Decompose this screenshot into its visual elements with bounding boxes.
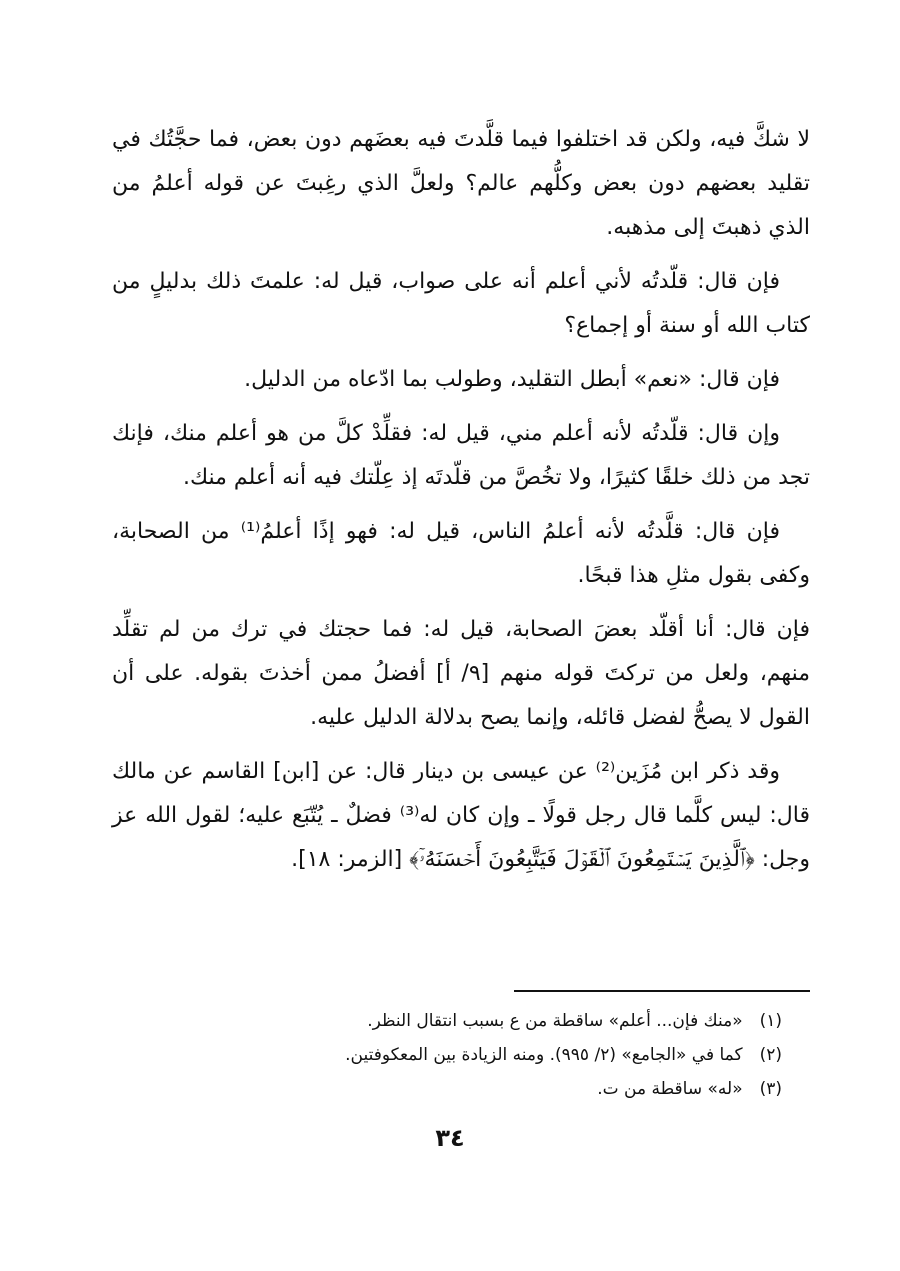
footnotes: [112, 1004, 782, 1106]
footnote-text: كما في «الجامع» (٢/ ٩٩٥). ومنه الزيادة بين المعكوفتين.: [345, 1045, 743, 1065]
main-text: [112, 118, 810, 892]
paragraph-6: فإن قال: أنا أقلّد بعضَ الصحابة، قيل له: فما حجتك في ترك من لم تقلِّد منهم، ولعل من تركتَ قوله منهم [٩/ أ] أفضلُ ممن أخذتَ بقوله. على أن القول لا يصحُّ لفضل قائله، وإنما يصح بدلالة الدليل عليه.: [112, 617, 810, 730]
footnote-number: (٣): [759, 1079, 782, 1099]
paragraph-2: فإن قال: قلّدتُه لأني أعلم أنه على صواب، قيل له: علمتَ ذلك بدليلٍ من كتاب الله أو سنة أو إجماع؟: [112, 269, 810, 338]
paragraph-3: فإن قال: «نعم» أبطل التقليد، وطولب بما ادّعاه من الدليل.: [244, 367, 780, 392]
paragraph-5: فإن قال: قلَّدتُه لأنه أعلمُ الناس، قيل له: فهو إذًا أعلمُ⁽¹⁾ من الصحابة، وكفى بقول مثلِ هذا قبحًا.: [112, 519, 810, 588]
footnote-number: (١): [759, 1011, 782, 1031]
footnote-2: [112, 1038, 782, 1072]
paragraph-1: لا شكَّ فيه، ولكن قد اختلفوا فيما قلَّدتَ فيه بعضَهم دون بعض، فما حجَّتُك في تقليد بعضهم دون بعض وكلُّهم عالم؟ ولعلَّ الذي رغِبتَ عن قوله أعلمُ من الذي ذهبتَ إلى مذهبه.: [112, 127, 810, 240]
footnote-divider: [514, 990, 810, 992]
paragraph-4: وإن قال: قلّدتُه لأنه أعلم مني، قيل له: فقلِّدْ كلَّ من هو أعلم منك، فإنك تجد من ذلك خلقًا كثيرًا، ولا تخُصَّ من قلّدتَه إذ عِلّتك فيه أنه أعلم منك.: [112, 421, 810, 490]
footnote-text: «له» ساقطة من ت.: [597, 1079, 743, 1099]
footnote-1: [112, 1004, 782, 1038]
footnote-3: [112, 1072, 782, 1106]
footnote-text: «منك فإن... أعلم» ساقطة من ع بسبب انتقال النظر.: [367, 1011, 743, 1031]
page-number: ٣٤: [435, 1124, 465, 1152]
footnote-number: (٢): [759, 1045, 782, 1065]
paragraph-7: وقد ذكر ابن مُزَين⁽²⁾ عن عيسى بن دينار قال: عن [ابن] القاسم عن مالك قال: ليس كلَّما قال رجل قولًا ـ وإن كان له⁽³⁾ فضلٌ ـ يُتّبَع عليه؛ لقول الله عز وجل: ﴿ٱلَّذِينَ يَسۡتَمِعُونَ ٱلۡقَوۡلَ فَيَتَّبِعُونَ أَحۡسَنَهُۥٓ﴾ [الزمر: ١٨].: [112, 759, 811, 872]
